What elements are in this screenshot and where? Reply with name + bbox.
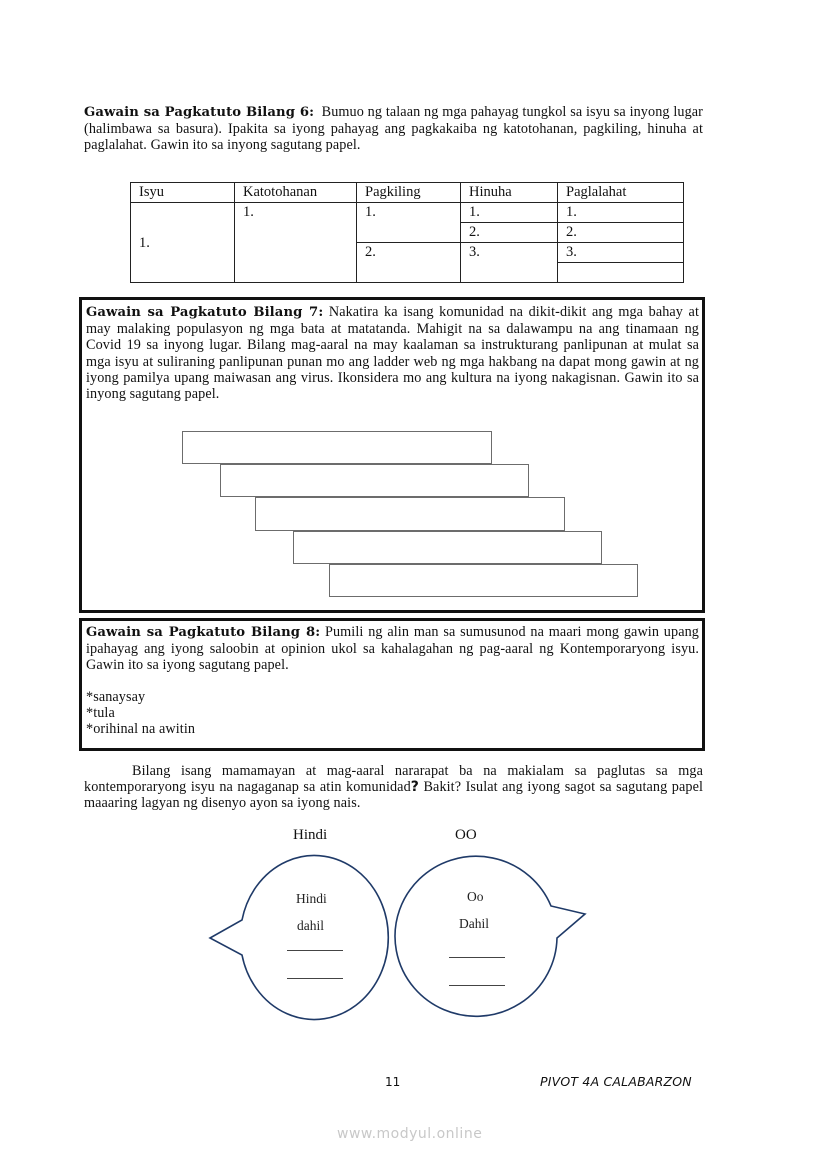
cell-katotohanan-1[interactable]: 1. <box>235 203 357 283</box>
watermark: www.modyul.online <box>337 1126 483 1142</box>
cell-hinuha-1[interactable]: 1. <box>461 203 558 223</box>
header-katotohanan: Katotohanan <box>235 183 357 203</box>
activity7-text: Nakatira ka isang komunidad na dikit-dikit ang mga bahay at may malaking populasyon ng mga bata at matatanda. Mahigit na sa dalawampu na ang tinamaan ng Covid 19 sa inyong lugar. Bilang mag-aaral na may kaalaman sa instrukturang panlipunan at mulat sa mga isyu at suliraning panlipunan punan mo ang ladder web ng mga hakbang na dapat mong gawin at ng iyong pamilya upang maiwasan ang virus. Ikonsidera mo ang kultura na iyong nakagisnan. Gawin ito sa inyong sagutang papel. <box>86 304 699 403</box>
bubble-left-line2: dahil <box>297 918 324 933</box>
header-isyu: Isyu <box>131 183 235 203</box>
bubble-right-line2: Dahil <box>459 916 489 931</box>
activity8-title: Gawain sa Pagkatuto Bilang 8: <box>86 625 321 640</box>
header-pagkiling: Pagkiling <box>357 183 461 203</box>
page-number: 11 <box>385 1075 401 1089</box>
bubble-right-blank-1[interactable] <box>449 957 505 958</box>
option-tula: *tula <box>86 705 115 722</box>
reflection-text-2: Bakit? Isulat ang iyong sagot sa sagutang papel maaaring lagyan ng disenyo ayon sa iyong nais. <box>84 779 704 812</box>
speech-bubble-left <box>210 856 388 1020</box>
header-hinuha: Hinuha <box>461 183 558 203</box>
label-oo: OO <box>455 827 477 843</box>
question-mark: ? <box>410 779 420 796</box>
bubble-right-blank-2[interactable] <box>449 985 505 986</box>
cell-hinuha-3[interactable]: 3. <box>461 243 558 283</box>
activity6-text: Bumuo ng talaan ng mga pahayag tungkol sa isyu sa inyong lugar (halimbawa sa basura). Ipakita sa iyong pahayag ang pagkakaiba ng katotohanan, pagkiling, hinuha at paglalahat. Gawin ito sa inyong sagutang papel. <box>84 104 703 154</box>
cell-pagkiling-1[interactable]: 1. <box>357 203 461 243</box>
activity6-title: Gawain sa Pagkatuto Bilang 6: <box>84 105 315 120</box>
bubble-right-line1: Oo <box>467 889 484 904</box>
reflection-text-1: Bilang isang mamamayan at mag-aaral nararapat ba na makialam sa paglutas sa mga kontemporaryong isyu na nagaganap sa atin komunidad <box>84 763 703 796</box>
bubble-left-blank-2[interactable] <box>287 978 343 979</box>
activity7-title: Gawain sa Pagkatuto Bilang 7: <box>86 305 324 320</box>
activity8-text: Pumili ng alin man sa sumusunod na maari mong gawin upang ipahayag ang iyong saloobin at opinion ukol sa kahalagahan ng pag-aaral ng Kontemporaryong isyu. Gawin ito sa iyong sagutang papel. <box>86 624 699 674</box>
cell-pagkiling-2[interactable]: 2. <box>357 243 461 283</box>
cell-paglalahat-1[interactable]: 1. <box>558 203 684 223</box>
bubble-left-blank-1[interactable] <box>287 950 343 951</box>
header-paglalahat: Paglalahat <box>558 183 684 203</box>
option-sanaysay: *sanaysay <box>86 689 146 705</box>
speech-bubble-right <box>395 856 585 1016</box>
label-hindi: Hindi <box>293 827 328 843</box>
option-orihinal-na-awitin: *orihinal na awitin <box>86 721 196 738</box>
cell-paglalahat-3[interactable]: 3. <box>558 243 684 263</box>
cell-paglalahat-2[interactable]: 2. <box>558 223 684 243</box>
footer-brand: PIVOT 4A CALABARZON <box>540 1074 692 1089</box>
cell-hinuha-2[interactable]: 2. <box>461 223 558 243</box>
cell-isyu-1[interactable]: 1. <box>131 203 235 283</box>
bubble-left-line1: Hindi <box>296 891 327 906</box>
